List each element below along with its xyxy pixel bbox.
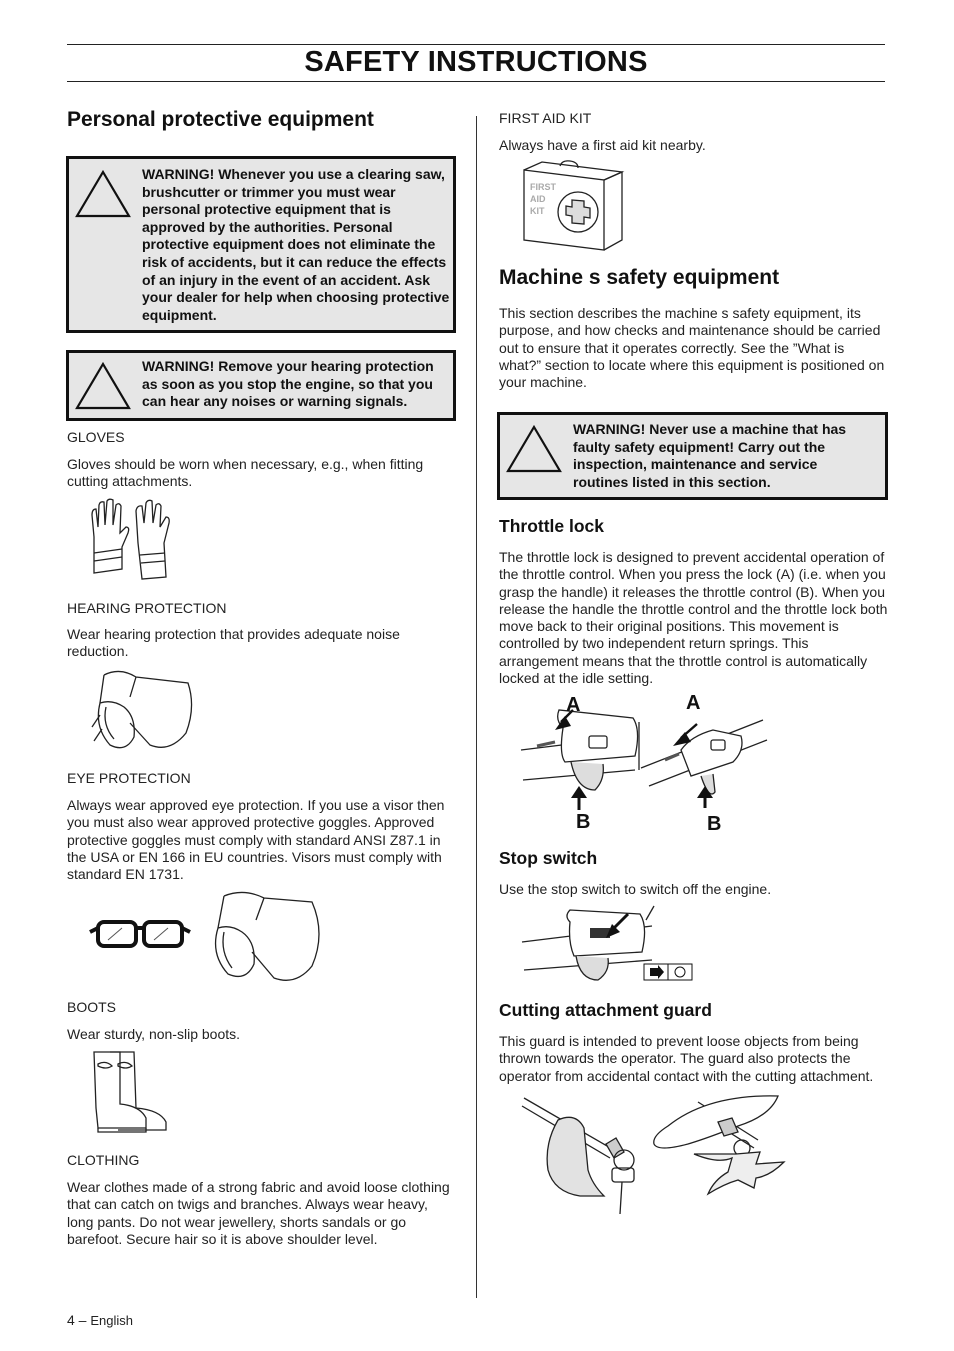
warning-box-hearing	[66, 350, 456, 421]
gloves-title: GLOVES	[67, 429, 125, 445]
warning-box-machine	[497, 412, 888, 500]
page-number: 4 –	[67, 1312, 87, 1328]
top-rule	[67, 44, 885, 45]
machine-safety-text: This section describes the machine s safety equipment, its purpose, and how checks and maintenance should be carried out to ensure that it operates correctly. See the ”What is what?” section to locate where this equipment is positioned on your machine.	[499, 305, 885, 391]
guard-heading: Cutting attachment guard	[499, 1000, 712, 1020]
gloves-text: Gloves should be worn when necessary, e.g., when fitting cutting attachments.	[67, 456, 424, 490]
visor-illustration	[204, 888, 324, 984]
eye-title: EYE PROTECTION	[67, 770, 191, 786]
hearing-protection-illustration	[90, 667, 198, 753]
column-divider	[476, 116, 477, 1298]
goggles-illustration	[88, 916, 192, 952]
throttle-lock-heading: Throttle lock	[499, 516, 605, 536]
warning-box-ppe	[66, 156, 456, 333]
stop-switch-text: Use the stop switch to switch off the engine.	[499, 881, 772, 897]
eye-text: Always wear approved eye protection. If you use a visor then you must also wear approved protective goggles. Approved protective goggles must comply with standard ANSI Z87.1 in the USA or EN 166 in EU countries. Visors must comply with standard EN 1731.	[67, 797, 445, 883]
label-b-right: B	[707, 813, 722, 835]
label-b-left: B	[576, 811, 591, 833]
warning-text-hearing: WARNING! Remove your hearing protection as soon as you stop the engine, so that you can hear any noises or warning signals.	[142, 358, 434, 410]
page-title: SAFETY INSTRUCTIONS	[304, 46, 648, 78]
ppe-heading: Personal protective equipment	[67, 108, 374, 131]
footer-language: English	[90, 1313, 133, 1328]
warning-triangle-icon	[75, 169, 131, 219]
warning-triangle-icon	[75, 361, 131, 411]
firstaid-label-1: FIRST	[530, 182, 556, 192]
throttle-lock-illustration	[515, 690, 775, 836]
warning-text-ppe: WARNING! Whenever you use a clearing saw, brushcutter or trimmer you must wear personal protective equipment that is approved by the authorities. Personal protective equipment does not eliminate the risk of accidents, but it can reduce the effects of an injury in the event of an accident. Ask your dealer for help when choosing protective equipment.	[142, 166, 450, 323]
machine-safety-heading: Machine s safety equipment	[499, 266, 780, 289]
warning-text-machine: WARNING! Never use a machine that has faulty safety equipment! Carry out the inspection, maintenance and service routines listed in this section.	[573, 421, 847, 490]
boots-text: Wear sturdy, non-slip boots.	[67, 1026, 241, 1042]
first-aid-kit-illustration	[520, 160, 626, 252]
hearing-text: Wear hearing protection that provides adequate noise reduction.	[67, 626, 400, 660]
stop-switch-illustration	[516, 902, 696, 984]
title-underline	[67, 81, 885, 82]
firstaid-title: FIRST AID KIT	[499, 110, 592, 126]
hearing-title: HEARING PROTECTION	[67, 600, 227, 616]
cutting-guard-illustration	[518, 1092, 788, 1214]
label-a-left: A	[566, 694, 581, 716]
firstaid-label-3: KIT	[530, 206, 545, 216]
boots-title: BOOTS	[67, 999, 117, 1015]
warning-triangle-icon	[506, 424, 562, 474]
stop-switch-heading: Stop switch	[499, 848, 598, 868]
firstaid-label-2: AID	[530, 194, 546, 204]
gloves-illustration	[86, 497, 178, 581]
label-a-right: A	[686, 692, 701, 714]
boots-illustration	[90, 1048, 170, 1134]
page-footer	[67, 1312, 133, 1328]
clothing-text: Wear clothes made of a strong fabric and avoid loose clothing that can catch on twigs and branches. Always wear heavy, long pants. Do not wear jewellery, shorts sandals or go barefoot. Secure hair so it is above shoulder level.	[67, 1179, 450, 1247]
firstaid-text: Always have a first aid kit nearby.	[499, 137, 706, 153]
throttle-lock-text: The throttle lock is designed to prevent accidental operation of the throttle control. When you press the lock (A) (i.e. when you grasp the handle) it releases the throttle control (B). When you release the handle the throttle control and the throttle lock both move back to their original positions. This movement is controlled by two independent return springs. This arrangement means that the throttle control is automatically locked at the idle setting.	[499, 549, 888, 687]
guard-text: This guard is intended to prevent loose objects from being thrown towards the operator. The guard also protects the operator from accidental contact with the cutting attachment.	[499, 1033, 874, 1084]
clothing-title: CLOTHING	[67, 1152, 140, 1168]
